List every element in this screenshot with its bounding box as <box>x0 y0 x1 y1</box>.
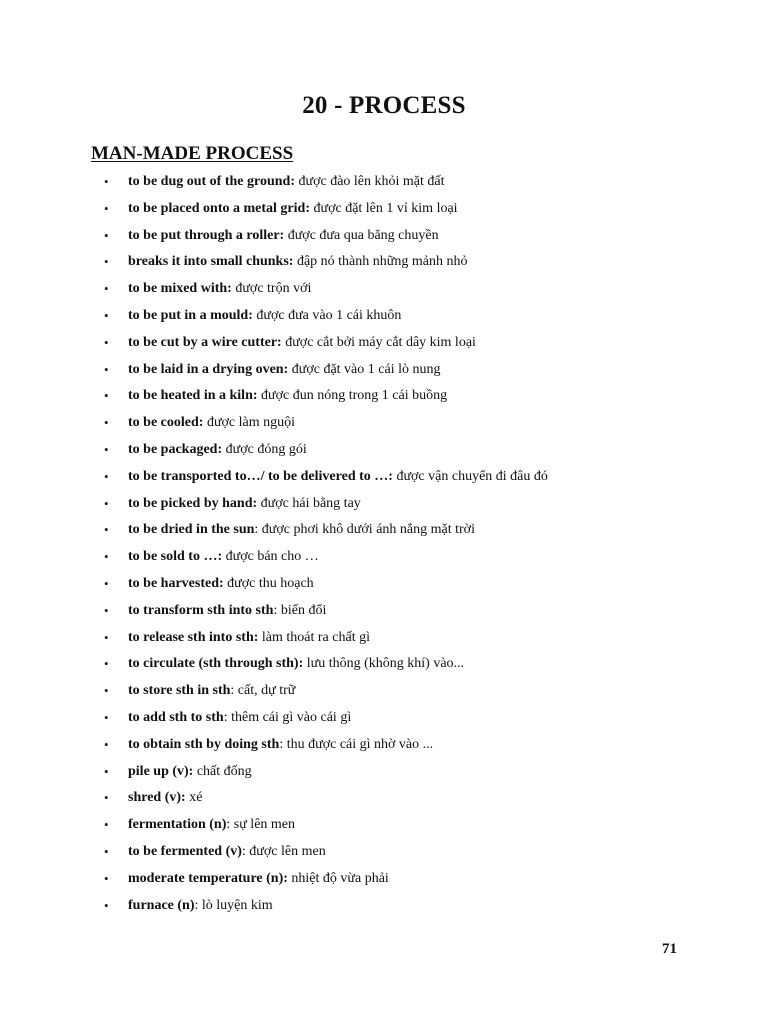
list-item <box>104 866 548 893</box>
list-item <box>104 625 548 652</box>
bullet-icon: • <box>104 817 109 833</box>
term-text: furnace (n) <box>128 897 195 913</box>
bullet-icon: • <box>104 307 109 323</box>
definition-text: : cất, dự trữ <box>230 683 296 699</box>
list-item <box>104 223 548 250</box>
bullet-icon: • <box>104 522 109 538</box>
list-item <box>104 249 548 276</box>
definition-text: : được phơi khô dưới ánh nắng mặt trời <box>254 522 475 538</box>
list-item <box>104 276 548 303</box>
term-text: to be heated in a kiln: <box>128 388 258 404</box>
definition-text: : sự lên men <box>226 817 296 833</box>
term-text: to be laid in a drying oven: <box>128 361 289 377</box>
term-text: to release sth into sth: <box>128 629 259 645</box>
definition-text: : thêm cái gì vào cái gì <box>223 709 352 725</box>
bullet-icon: • <box>104 441 109 457</box>
term-list <box>104 169 548 919</box>
term-text: to circulate (sth through sth): <box>128 656 304 672</box>
list-item <box>104 651 548 678</box>
definition-text: được đưa vào 1 cái khuôn <box>252 307 402 323</box>
bullet-icon: • <box>104 495 109 511</box>
bullet-icon: • <box>104 763 109 779</box>
bullet-icon: • <box>104 468 109 484</box>
term-text: pile up (v): <box>128 763 194 779</box>
term-text: to be picked by hand: <box>128 495 258 511</box>
bullet-icon: • <box>104 629 109 645</box>
term-text: to add sth to sth <box>128 709 224 725</box>
term-text: to obtain sth by doing sth <box>128 736 280 752</box>
definition-text: được đào lên khỏi mặt đất <box>295 174 445 189</box>
definition-text: : biến đổi <box>273 602 327 618</box>
list-item <box>104 383 548 410</box>
definition-text: chất đống <box>193 763 252 779</box>
term-text: to be sold to …: <box>128 549 223 565</box>
bullet-icon: • <box>104 254 109 270</box>
bullet-icon: • <box>104 200 109 216</box>
term-text: to be transported to…/ to be delivered to …: <box>128 468 393 484</box>
definition-text: được làm nguội <box>203 415 296 431</box>
list-item <box>104 491 548 518</box>
list-item <box>104 705 548 732</box>
bullet-icon: • <box>104 575 109 591</box>
bullet-icon: • <box>104 174 109 189</box>
bullet-icon: • <box>104 361 109 377</box>
page-title: 20 - PROCESS <box>302 92 466 119</box>
list-item <box>104 357 548 384</box>
list-item <box>104 330 548 357</box>
definition-text: được đun nóng trong 1 cái buồng <box>257 388 448 404</box>
term-text: to be harvested: <box>128 575 224 591</box>
term-text: to be dug out of the ground: <box>128 174 295 189</box>
bullet-icon: • <box>104 549 109 565</box>
list-item <box>104 464 548 491</box>
term-text: to be dried in the sun <box>128 522 255 538</box>
definition-text: được đưa qua băng chuyền <box>284 227 439 243</box>
definition-text: : lò luyện kim <box>194 897 273 913</box>
term-text: to be cut by a wire cutter: <box>128 334 282 350</box>
definition-text: được đặt vào 1 cái lò nung <box>288 361 441 377</box>
list-item <box>104 410 548 437</box>
list-item <box>104 517 548 544</box>
definition-text: được hái bằng tay <box>257 495 361 511</box>
definition-text: xé <box>185 790 203 806</box>
definition-text: đập nó thành những mảnh nhỏ <box>293 254 468 270</box>
list-item <box>104 732 548 759</box>
bullet-icon: • <box>104 281 109 297</box>
list-item <box>104 196 548 223</box>
list-item <box>104 544 548 571</box>
term-text: to be mixed with: <box>128 281 232 297</box>
definition-text: được đóng gói <box>222 441 307 457</box>
bullet-icon: • <box>104 683 109 699</box>
term-text: moderate temperature (n): <box>128 870 288 886</box>
bullet-icon: • <box>104 736 109 752</box>
bullet-icon: • <box>104 415 109 431</box>
definition-text: làm thoát ra chất gì <box>258 629 370 645</box>
definition-text: được thu hoạch <box>223 575 314 591</box>
list-item <box>104 598 548 625</box>
bullet-icon: • <box>104 870 109 886</box>
definition-text: : thu được cái gì nhờ vào ... <box>279 736 434 752</box>
term-text: to be cooled: <box>128 415 204 431</box>
bullet-icon: • <box>104 709 109 725</box>
term-text: to be packaged: <box>128 441 223 457</box>
list-item <box>104 169 548 196</box>
list-item <box>104 437 548 464</box>
page-number: 71 <box>662 941 677 957</box>
bullet-icon: • <box>104 656 109 672</box>
list-item <box>104 571 548 598</box>
bullet-icon: • <box>104 790 109 806</box>
list-item <box>104 812 548 839</box>
term-text: to be fermented (v) <box>128 843 242 859</box>
bullet-icon: • <box>104 602 109 618</box>
term-text: fermentation (n) <box>128 817 227 833</box>
definition-text: được trộn với <box>231 281 312 297</box>
list-item <box>104 678 548 705</box>
bullet-icon: • <box>104 897 109 913</box>
definition-text: được cắt bởi máy cắt dây kim loại <box>281 334 476 350</box>
bullet-icon: • <box>104 843 109 859</box>
list-item <box>104 785 548 812</box>
section-heading: MAN-MADE PROCESS <box>91 143 294 164</box>
term-text: to be placed onto a metal grid: <box>128 200 310 216</box>
definition-text: được bán cho … <box>222 549 319 565</box>
list-item <box>104 839 548 866</box>
definition-text: : được lên men <box>241 843 326 859</box>
term-text: to be put through a roller: <box>128 227 285 243</box>
list-item <box>104 893 548 920</box>
term-text: to be put in a mould: <box>128 307 253 323</box>
list-item <box>104 303 548 330</box>
definition-text: được đặt lên 1 vỉ kim loại <box>309 200 458 216</box>
bullet-icon: • <box>104 334 109 350</box>
term-text: shred (v): <box>128 790 186 806</box>
term-text: breaks it into small chunks: <box>128 254 294 270</box>
term-text: to transform sth into sth <box>128 602 274 618</box>
definition-text: được vận chuyển đi đâu đó <box>392 468 548 484</box>
bullet-icon: • <box>104 227 109 243</box>
term-text: to store sth in sth <box>128 683 231 699</box>
bullet-icon: • <box>104 388 109 404</box>
definition-text: nhiệt độ vừa phải <box>287 870 389 886</box>
list-item <box>104 759 548 786</box>
definition-text: lưu thông (không khí) vào... <box>303 656 465 672</box>
